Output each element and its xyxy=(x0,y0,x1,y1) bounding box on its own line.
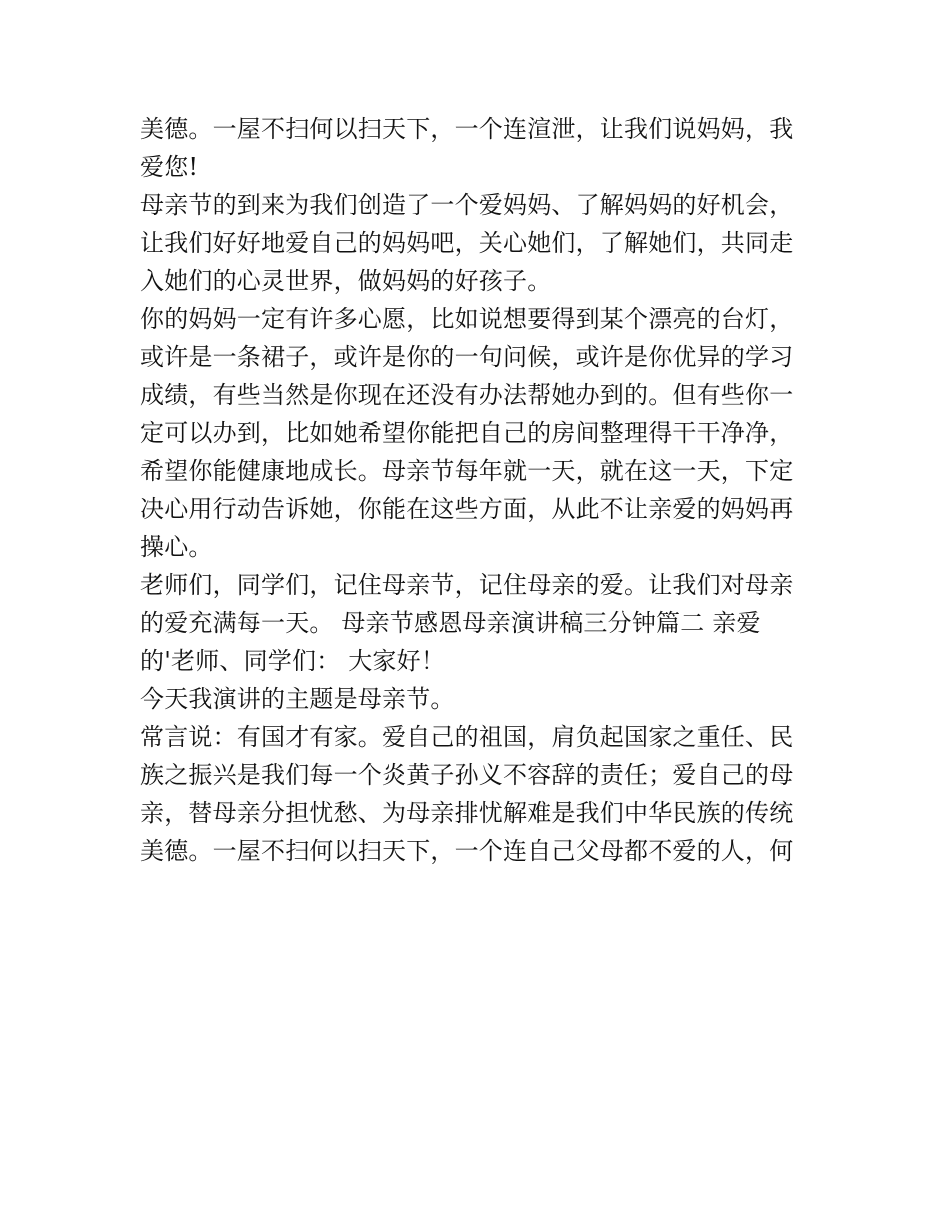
text-line: 亲，替母亲分担忧愁、为母亲排忧解难是我们中华民族的传统 xyxy=(140,799,794,827)
text-line: 美德。一屋不扫何以扫天下，一个连自己父母都不爱的人，何 xyxy=(140,837,794,865)
text-line: 或许是一条裙子，或许是你的一句问候，或许是你优异的学习 xyxy=(140,343,794,371)
text-line: 爱您! xyxy=(140,153,199,181)
text-line: 的'老师、同学们： 大家好！ xyxy=(140,647,446,675)
text-line: 操心。 xyxy=(140,533,213,561)
text-line: 族之振兴是我们每一个炎黄子孙义不容辞的责任；爱自己的母 xyxy=(140,761,794,789)
text-line: 老师们，同学们，记住母亲节，记住母亲的爱。让我们对母亲 xyxy=(140,571,794,599)
text-line: 你的妈妈一定有许多心愿，比如说想要得到某个漂亮的台灯， xyxy=(140,305,794,333)
text-line: 定可以办到，比如她希望你能把自己的房间整理得干干净净， xyxy=(140,419,794,447)
text-line: 入她们的心灵世界，做妈妈的好孩子。 xyxy=(140,267,552,295)
text-line: 希望你能健康地成长。母亲节每年就一天，就在这一天，下定 xyxy=(140,457,794,485)
text-line: 常言说：有国才有家。爱自己的祖国，肩负起国家之重任、民 xyxy=(140,723,794,751)
text-line: 让我们好好地爱自己的妈妈吧，关心她们，了解她们，共同走 xyxy=(140,229,794,257)
document-body xyxy=(140,110,820,870)
text-line: 的爱充满每一天。 母亲节感恩母亲演讲稿三分钟篇二 亲爱 xyxy=(140,609,761,637)
text-line: 决心用行动告诉她，你能在这些方面，从此不让亲爱的妈妈再 xyxy=(140,495,794,523)
text-line: 今天我演讲的主题是母亲节。 xyxy=(140,685,455,713)
text-line: 美德。一屋不扫何以扫天下，一个连渲泄，让我们说妈妈，我 xyxy=(140,115,794,143)
text-line: 母亲节的到来为我们创造了一个爱妈妈、了解妈妈的好机会， xyxy=(140,191,794,219)
text-line: 成绩，有些当然是你现在还没有办法帮她办到的。但有些你一 xyxy=(140,381,794,409)
